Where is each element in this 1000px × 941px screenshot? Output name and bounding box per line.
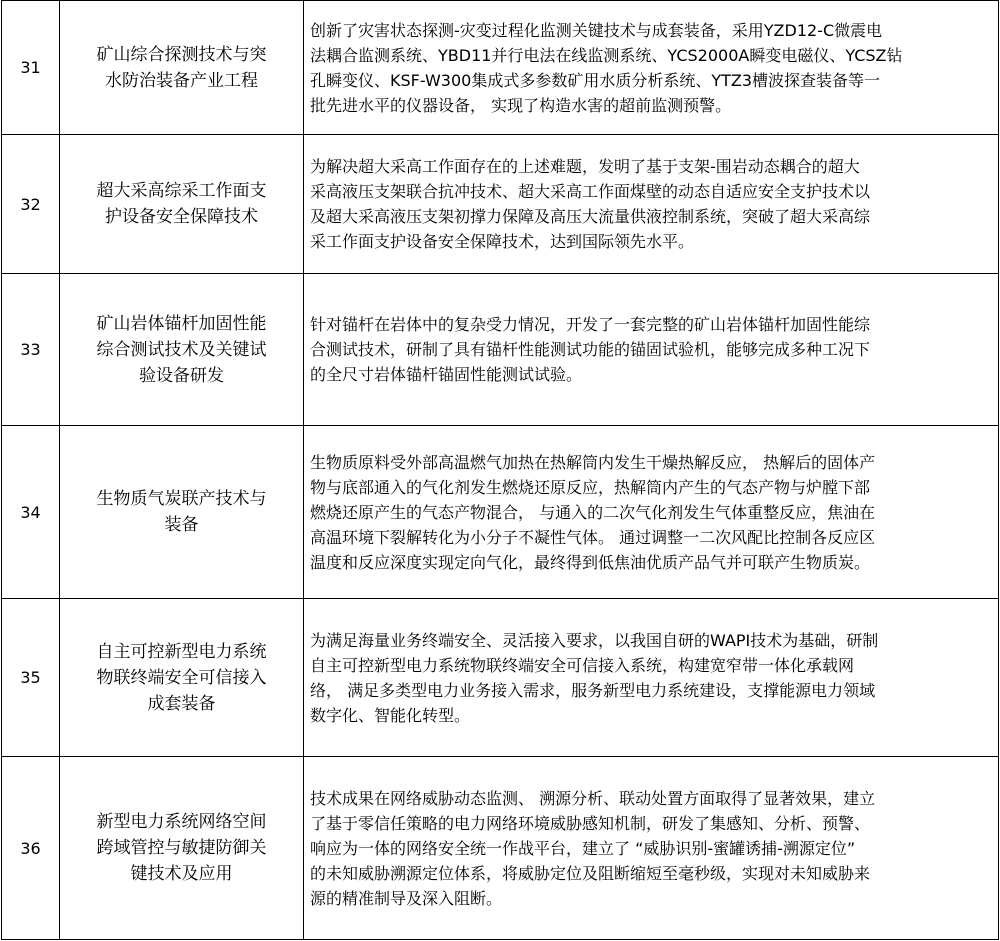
project-description-cell — [304, 135, 999, 274]
project-description-cell — [304, 426, 999, 599]
table-row — [2, 1, 999, 135]
project-description: 技术成果在网络威胁动态监测、 溯源分析、联动处置方面取得了显著效果，建立 了基于零信任策略的电力网络环境威胁感知机制，研发了集感知、分析、预警、 响应为一体的网络安全统一作战平台，建立了 “威胁识别-蜜罐诱捕-溯源定位” 的未知威胁溯源定位体系，将威胁定位及阻断缩短至毫秒级，实现对未知威胁来 源的精准制导及深入阻断。 — [310, 788, 876, 908]
project-description: 生物质原料受外部高温燃气加热在热解筒内发生干燥热解反应， 热解后的固体产 物与底部通入的气化剂发生燃烧还原反应，热解筒内产生的气态产物与炉膛下部 燃烧还原产生的气态产物混合， 与通入的二次气化剂发生气体重整反应，焦油在 高温环境下裂解转化为小分子不凝性气体。 通过调整一二次风配比控制各反应区 温度和反应深度实现定向气化，最终得到低焦油优质产品气并可联产生物质炭。 — [310, 452, 876, 572]
row-number: 36 — [2, 757, 60, 940]
project-name: 自主可控新型电力系统 物联终端安全可信接入 成套装备 — [96, 641, 267, 714]
project-name-cell — [60, 757, 304, 940]
table-row — [2, 135, 999, 274]
table-body — [2, 1, 999, 940]
project-description-cell — [304, 757, 999, 940]
project-name-cell — [60, 1, 304, 135]
tech-table — [1, 0, 999, 940]
project-name: 新型电力系统网络空间 跨域管控与敏捷防御关 键技术及应用 — [96, 812, 267, 884]
project-description: 创新了灾害状态探测-灾变过程化监测关键技术与成套装备，采用YZD12-C微震电 法耦合监测系统、YBD11并行电法在线监测系统、YCS2000A瞬变电磁仪、YCSZ钻 孔瞬变仪、KSF-W300集成式多参数矿用水质分析系统、YTZ3槽波探查装备等一 批先进水平的仪器设备， 实现了构造水害的超前监测预警。 — [310, 20, 903, 115]
table-row — [2, 599, 999, 757]
project-name: 超大采高综采工作面支 护设备安全保障技术 — [96, 181, 267, 227]
row-number: 35 — [2, 599, 60, 757]
project-name: 生物质气炭联产技术与 装备 — [96, 489, 267, 535]
table-row — [2, 274, 999, 426]
project-name-cell — [60, 135, 304, 274]
project-description-cell — [304, 1, 999, 135]
project-name: 矿山综合探测技术与突 水防治装备产业工程 — [96, 44, 267, 91]
row-number: 33 — [2, 274, 60, 426]
project-description: 针对锚杆在岩体中的复杂受力情况，开发了一套完整的矿山岩体锚杆加固性能综 合测试技术，研制了具有锚杆性能测试功能的锚固试验机，能够完成多种工况下 的全尺寸岩体锚杆锚固性能测试试验。 — [310, 315, 871, 384]
project-description-cell — [304, 599, 999, 757]
row-number: 32 — [2, 135, 60, 274]
project-description: 为满足海量业务终端安全、灵活接入要求，以我国自研的WAPI技术为基础，研制 自主可控新型电力系统物联终端安全可信接入系统，构建宽窄带一体化承载网 络， 满足多类型电力业务接入需求，服务新型电力系统建设，支撑能源电力领域 数字化、智能化转型。 — [310, 630, 879, 725]
project-name: 矿山岩体锚杆加固性能 综合测试技术及关键试 验设备研发 — [96, 313, 267, 386]
table-row — [2, 426, 999, 599]
project-name-cell — [60, 599, 304, 757]
row-number: 34 — [2, 426, 60, 599]
project-description: 为解决超大采高工作面存在的上述难题，发明了基于支架-围岩动态耦合的超大 采高液压支架联合抗冲技术、超大采高工作面煤壁的动态自适应安全支护技术以 及超大采高液压支架初撑力保障及高压大流量供液控制系统，突破了超大采高综 采工作面支护设备安全保障技术，达到国际领先水平。 — [310, 157, 871, 251]
project-description-cell — [304, 274, 999, 426]
row-number: 31 — [2, 1, 60, 135]
table-row — [2, 757, 999, 940]
project-name-cell — [60, 426, 304, 599]
project-name-cell — [60, 274, 304, 426]
